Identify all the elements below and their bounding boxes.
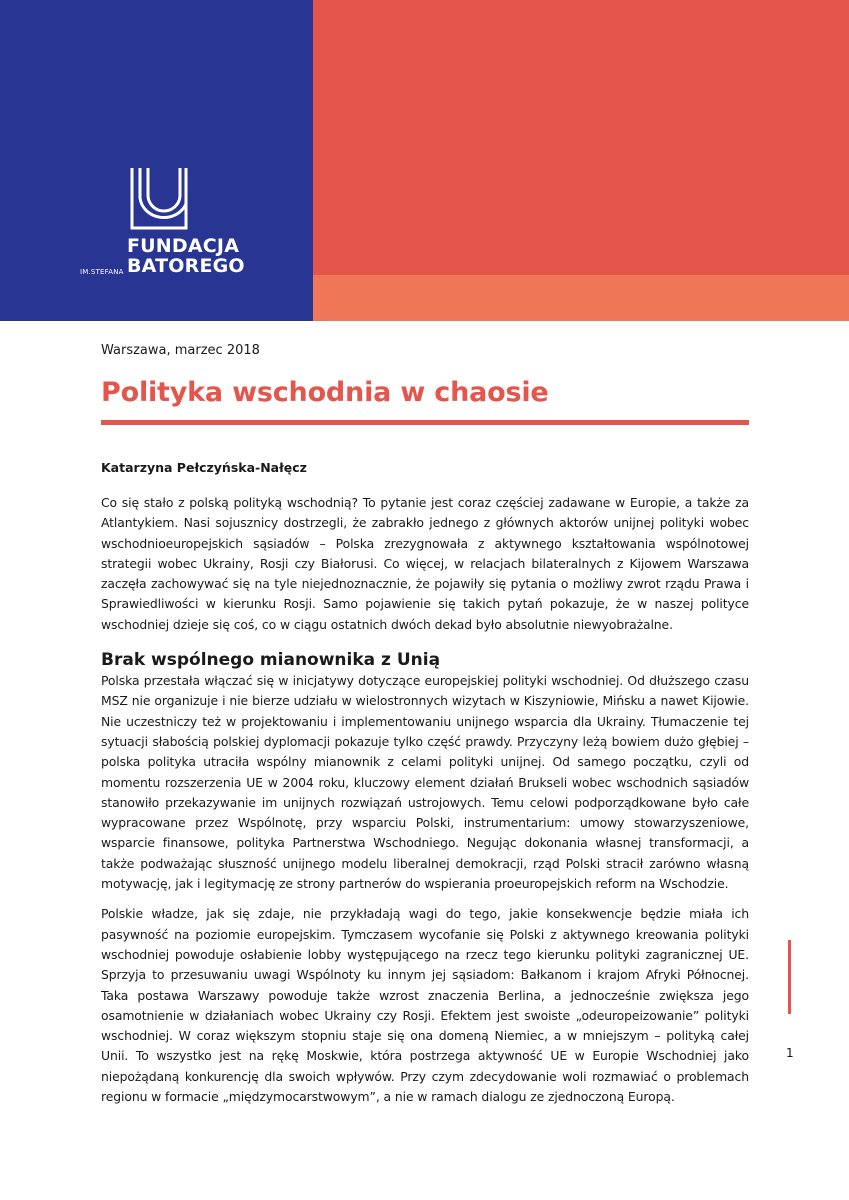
logo-text-line1: FUNDACJA [127, 235, 240, 257]
logo-text-prefix: IM.STEFANA [80, 268, 124, 276]
foundation-logo-mark-icon [128, 164, 190, 232]
place-date: Warszawa, marzec 2018 [101, 343, 260, 358]
document-body [101, 342, 749, 1107]
page-number: 1 [786, 1046, 794, 1060]
header-orange-strip [313, 275, 849, 321]
cover-header [0, 0, 849, 321]
logo-text-line2: BATOREGO [127, 255, 245, 277]
body-paragraph-1: Co się stało z polską polityką wschodnią? To pytanie jest coraz częściej zadawane w Europie, a także za Atlantykiem. Nasi sojusznicy dostrzegli, że zabrakło jednego z głównych aktorów unijnej polityki wobec wschodnioeuropejskich sąsiadów – Polska zrezygnowała z aktywnego kształtowania wspólnotowej strategii wobec Ukrainy, Rosji czy Białorusi. Co więcej, w relacjach bilateralnych z Kijowem Warszawa zaczęła zachowywać się na tyle niejednoznacznie, że pojawiły się pytania o możliwy zwrot rządu Prawa i Sprawiedliwości w kierunku Rosji. Samo pojawienie się takich pytań pokazuje, że w naszej polityce wschodniej dzieje się coś, co w ciągu ostatnich dwóch dekad było absolutnie niewyobrażalne. [101, 495, 749, 632]
body-paragraph-2: Polska przestała włączać się w inicjatywy dotyczące europejskiej polityki wschodniej. Od dłuższego czasu MSZ nie organizuje i nie bierze udziału w wielostronnych wizytach w Kiszyniowie, Mińsku a nawet Kijowie. Nie uczestniczy też w projektowaniu i implementowaniu unijnego wsparcia dla Ukrainy. Tłumaczenie tej sytuacji słabością polskiej dyplomacji pokazuje tylko część prawdy. Przyczyny leżą bowiem dużo głębiej – polska polityka utraciła wspólny mianownik z celami polityki unijnej. Od samego początku, czyli od momentu rozszerzenia UE w 2004 roku, kluczowy element działań Brukseli wobec wschodnich sąsiadów stanowiło przekazywanie im unijnych rozwiązań ustrojowych. Temu celowi podporządkowane było całe wypracowane przez Wspólnotę, przy wsparciu Polski, instrumentarium: umowy stowarzyszeniowe, wsparcie finansowe, polityka Partnerstwa Wschodniego. Negując dokonania własnej transformacji, a także podważając słuszność unijnego modelu liberalnej demokracji, rząd Polski stracił zarówno własną motywację, jak i legitymację ze strony partnerów do wspierania proeuropejskich reform na Wschodzie. [101, 673, 749, 892]
section-heading: Brak wspólnego mianownika z Unią [101, 650, 441, 671]
title-underline-rule [101, 420, 749, 425]
foundation-logo [80, 164, 245, 284]
body-paragraph-3: Polskie władze, jak się zdaje, nie przykładają wagi do tego, jakie konsekwencje będzie miała ich pasywność na poziomie europejskim. Tymczasem wycofanie się Polski z aktywnego kreowania polityki wschodniej powoduje osłabienie lobby występującego na rzecz tego kierunku polityki zagranicznej UE. Sprzyja to przesuwaniu uwagi Wspólnoty ku innym jej sąsiadom: Bałkanom i krajom Afryki Północnej. Taka postawa Warszawy powoduje także wzrost znaczenia Berlina, a jednocześnie zwiększa jego osamotnienie w działaniach wobec Ukrainy czy Rosji. Efektem jest swoiste „odeuropeizowanie” polityki wschodniej. W coraz większym stopniu staje się ona domeną Niemiec, a w mniejszym – polityką całej Unii. To wszystko jest na rękę Moskwie, która postrzega aktywność UE w Europie Wschodniej jako niepożądaną konkurencję dla swoich wpływów. Przy czym zdecydowanie woli rozmawiać o problemach regionu w formacie „międzymocarstwowym”, a nie w ramach dialogu ze zjednoczoną Europą. [101, 906, 749, 1105]
header-red-panel [313, 0, 849, 275]
document-title: Polityka wschodnia w chaosie [101, 377, 549, 408]
author-name: Katarzyna Pełczyńska-Nałęcz [101, 460, 307, 475]
page-margin-marker [788, 940, 791, 1014]
